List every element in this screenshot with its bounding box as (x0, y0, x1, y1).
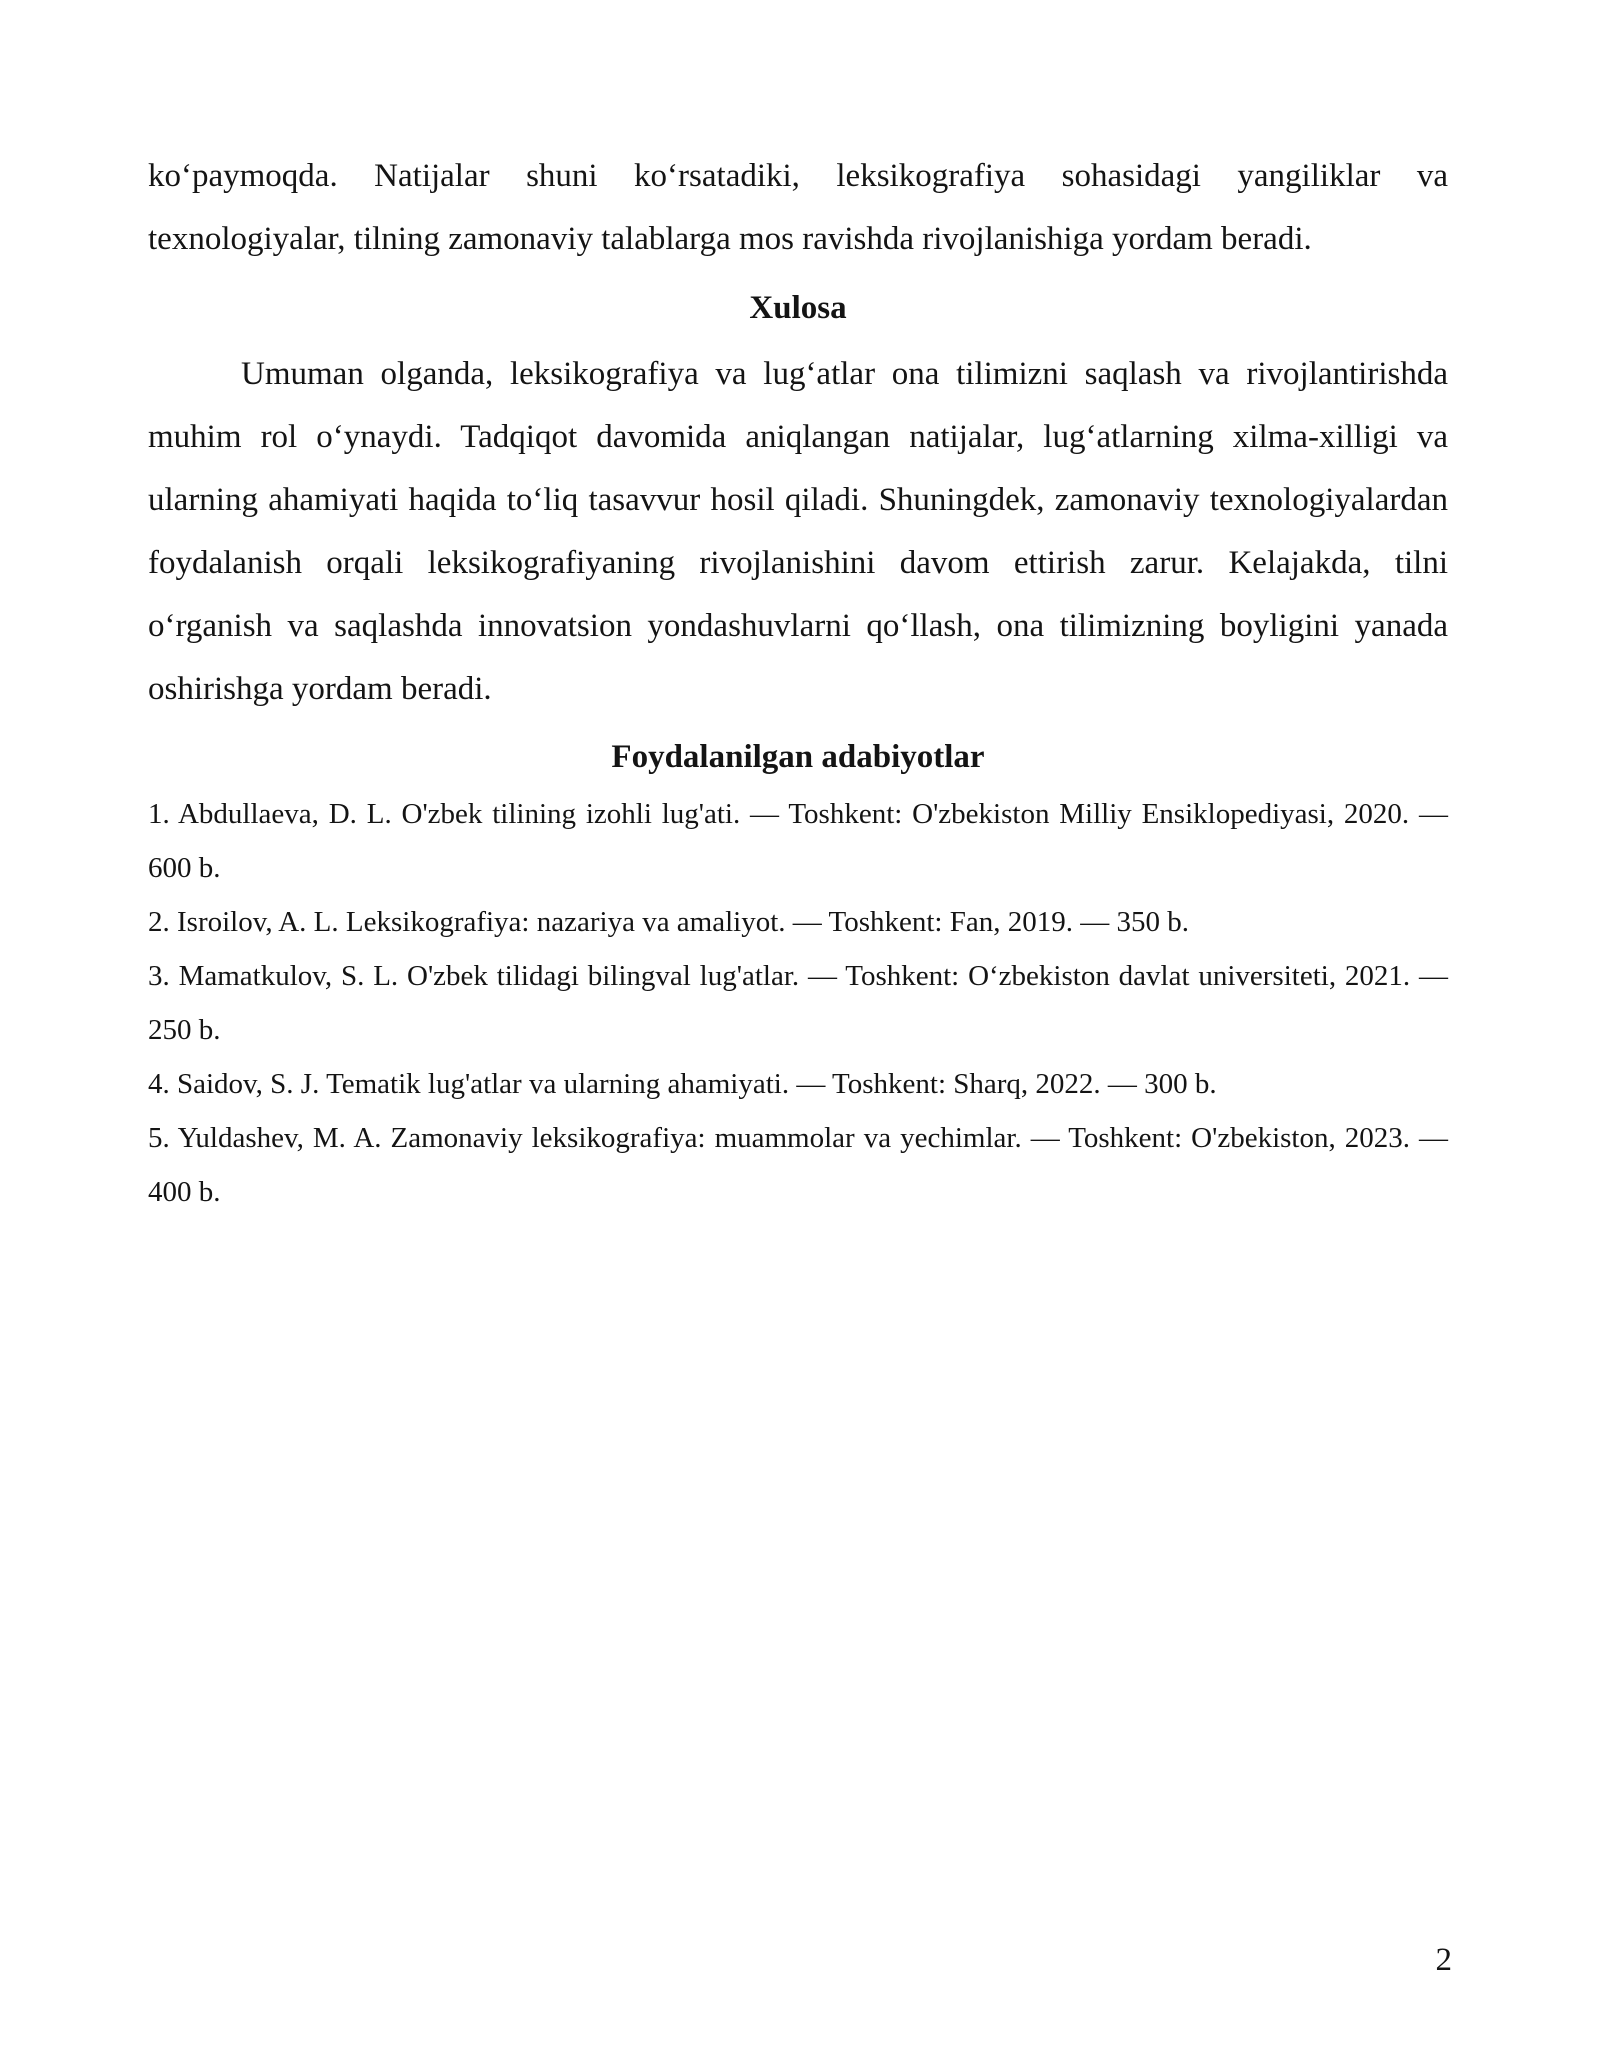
intro-paragraph: ko‘paymoqda. Natijalar shuni ko‘rsatadiki, leksikografiya sohasidagi yangiliklar va texnologiyalar, tilning zamonaviy talablarga mos ravishda rivojlanishiga yordam beradi. (148, 158, 1448, 257)
conclusion-heading: Xulosa (749, 290, 847, 326)
reference-item: 2. Isroilov, A. L. Leksikografiya: nazariya va amaliyot. — Toshkent: Fan, 2019. — 350 b. (148, 906, 1189, 938)
reference-item: 3. Mamatkulov, S. L. O'zbek tilidagi bilingval lug'atlar. — Toshkent: O‘zbekiston davlat universiteti, 2021. — 250 b. (148, 960, 1448, 1046)
page-number: 2 (1435, 1942, 1452, 1978)
reference-item: 5. Yuldashev, M. A. Zamonaviy leksikografiya: muammolar va yechimlar. — Toshkent: O'zbekiston, 2023. — 400 b. (148, 1122, 1448, 1208)
conclusion-paragraph: Umuman olganda, leksikografiya va lug‘atlar ona tilimizni saqlash va rivojlantirishda muhim rol o‘ynaydi. Tadqiqot davomida aniqlangan natijalar, lug‘atlarning xilma-xilligi va ularning ahamiyati haqida to‘liq tasavvur hosil qiladi. Shuningdek, zamonaviy texnologiyalardan foydalanish orqali leksikografiyaning rivojlanishini davom ettirish zarur. Kelajakda, tilni o‘rganish va saqlashda innovatsion yondashuvlarni qo‘llash, ona tilimizning boyligini yanada oshirishga yordam beradi. (148, 356, 1448, 707)
page-content (148, 145, 1448, 1219)
references-heading: Foydalanilgan adabiyotlar (611, 739, 985, 775)
reference-item: 1. Abdullaeva, D. L. O'zbek tilining izohli lug'ati. — Toshkent: O'zbekiston Milliy Ensiklopediyasi, 2020. — 600 b. (148, 798, 1448, 884)
references-list (148, 787, 1448, 1219)
reference-item: 4. Saidov, S. J. Tematik lug'atlar va ularning ahamiyati. — Toshkent: Sharq, 2022. — 300 b. (148, 1068, 1217, 1100)
